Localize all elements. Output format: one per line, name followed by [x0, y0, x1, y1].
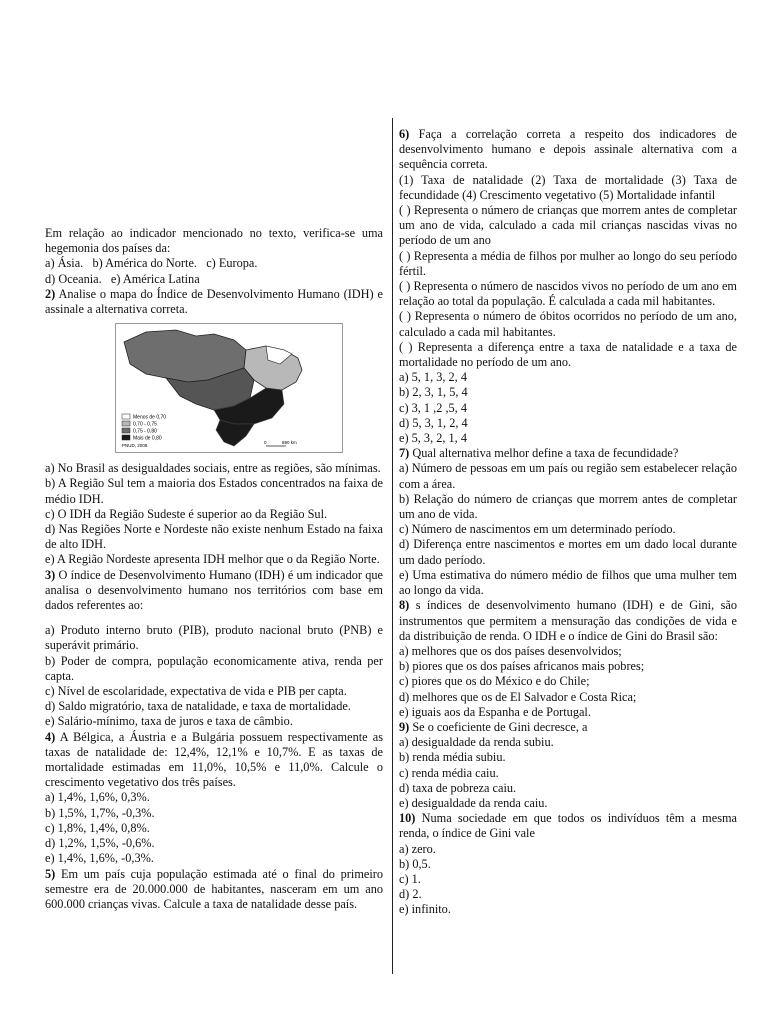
map-legend: [122, 414, 166, 448]
q4-number: 4): [45, 729, 56, 744]
q3-option-b: b) Poder de compra, população economicamente ativa, renda per capta.: [45, 653, 383, 683]
q10-option-d: d) 2.: [399, 887, 422, 902]
q6-option-c: c) 3, 1 ,2 ,5, 4: [399, 400, 467, 415]
right-column: [399, 127, 737, 918]
q3-option-c: c) Nível de escolaridade, expectativa de vida e PIB per capta.: [45, 684, 347, 699]
q2-text: Analise o mapa do Índice de Desenvolvimento Humano (IDH) e assinale a alternativa correta.: [45, 286, 384, 317]
column-divider: [392, 118, 393, 974]
q6-option-d: d) 5, 3, 1, 2, 4: [399, 415, 468, 430]
q4-option-d: d) 1,2%, 1,5%, -0,6%.: [45, 836, 155, 851]
q1-option-d: d) Oceania.: [45, 271, 102, 286]
q6-item-1: ( ) Representa o número de crianças que morrem antes de completar um ano de vida, calculado a cada mil crianças nascidas vivas no período de um ano: [399, 203, 737, 248]
q1-options-row2: [45, 272, 383, 287]
q3-option-e: e) Salário-mínimo, taxa de juros e taxa de câmbio.: [45, 714, 293, 729]
q9-option-b: b) renda média subiu.: [399, 750, 506, 765]
q4-statement: [45, 730, 383, 791]
q6-text: Faça a correlação correta a respeito dos indicadores de desenvolvimento humano e depois assinale alternativa com a sequência correta.: [399, 127, 738, 172]
legend-label-3: 0,75 - 0,80: [133, 428, 157, 435]
q9-option-e: e) desigualdade da renda caiu.: [399, 795, 548, 810]
q9-number: 9): [399, 719, 410, 734]
q1-options-row1: [45, 256, 383, 271]
q1-option-c: c) Europa.: [206, 256, 258, 271]
q9-option-a: a) desigualdade da renda subiu.: [399, 735, 554, 750]
q9-option-d: d) taxa de pobreza caiu.: [399, 780, 517, 795]
q2-option-a: a) No Brasil as desigualdades sociais, entre as regiões, são mínimas.: [45, 461, 381, 476]
legend-label-1: Menos de 0,70: [133, 414, 167, 421]
q7-option-e: e) Uma estimativa do número médio de filhos que uma mulher tem ao longo da vida.: [399, 567, 737, 598]
legend-label-2: 0,70 - 0,75: [133, 421, 157, 428]
q8-text: s índices de desenvolvimento humano (IDH) e de Gini, são instrumentos que permitem a mensuração das condições de vida e da distribuição de renda. O IDH e o índice de Gini do Brasil são:: [399, 598, 737, 643]
q6-option-b: b) 2, 3, 1, 5, 4: [399, 385, 468, 400]
q3-option-a: a) Produto interno bruto (PIB), produto nacional bruto (PNB) e superávit primário.: [45, 623, 383, 653]
scale-label: 890 km: [282, 440, 297, 446]
q9-statement: [399, 720, 737, 735]
q6-statement: [399, 127, 737, 173]
q3-text: O índice de Desenvolvimento Humano (IDH) é um indicador que analisa o desenvolvimento humano nos territórios com base em dados referentes ao:: [45, 567, 384, 613]
q8-option-d: d) melhores que os de El Salvador e Costa Rica;: [399, 689, 637, 704]
q1-intro: Em relação ao indicador mencionado no texto, verifica-se uma hegemonia dos países da:: [45, 226, 383, 256]
q2-option-b: b) A Região Sul tem a maioria dos Estados concentrados na faixa de médio IDH.: [45, 476, 383, 506]
q4-text: A Bélgica, a Áustria e a Bulgária possuem respectivamente as taxas de natalidade de: 12,4%, 12,1% e 10,7%. E as taxas de mortalidade estimadas em 11,0%, 10,5% e 11,0%. Calcule o crescimento vegetativo dos três países.: [45, 729, 383, 790]
q7-option-a: a) Número de pessoas em um país ou região sem estabelecer relação com a área.: [399, 461, 737, 491]
q8-number: 8): [399, 598, 410, 613]
q6-option-a: a) 5, 1, 3, 2, 4: [399, 370, 467, 385]
q9-option-c: c) renda média caiu.: [399, 765, 499, 780]
q5-text: Em um país cuja população estimada até o final do primeiro semestre era de 20.000.000 de habitantes, nasceram em um ano 600.000 crianças vivas. Calcule a taxa de natalidade desse país.: [45, 866, 384, 911]
q2-number: 2): [45, 286, 56, 301]
q3-number: 3): [45, 567, 56, 582]
q2-statement: [45, 287, 383, 317]
q10-option-e: e) infinito.: [399, 902, 451, 917]
spacer: [45, 613, 383, 623]
q6-item-4: ( ) Representa o número de óbitos ocorridos no período de um ano, calculado a cada mil habitantes.: [399, 309, 737, 339]
q7-option-d: d) Diferença entre nascimentos e mortes em um dado local durante um dado período.: [399, 537, 737, 567]
q10-option-b: b) 0,5.: [399, 856, 431, 871]
map-source: PNUD, 2008.: [122, 443, 149, 449]
q6-item-3: ( ) Representa o número de nascidos vivos no período de um ano em relação ao total da população. É calculada a cada mil habitantes.: [399, 279, 737, 309]
q6-number: 6): [399, 127, 410, 141]
q5-statement: [45, 867, 383, 913]
q3-option-d: d) Saldo migratório, taxa de natalidade, e taxa de mortalidade.: [45, 699, 351, 714]
q4-option-e: e) 1,4%, 1,6%, -0,3%.: [45, 851, 154, 866]
map-region-south: [216, 420, 254, 446]
q3-statement: [45, 568, 383, 614]
q8-option-a: a) melhores que os dos países desenvolvidos;: [399, 643, 622, 658]
q2-option-e: e) A Região Nordeste apresenta IDH melhor que o da Região Norte.: [45, 552, 380, 567]
q1-option-a: a) Ásia.: [45, 256, 84, 271]
q10-option-c: c) 1.: [399, 871, 421, 886]
map-scale: [264, 440, 297, 446]
q10-text: Numa sociedade em que todos os indivíduos têm a mesma renda, o índice de Gini vale: [399, 811, 738, 841]
q1-option-b: b) América do Norte.: [92, 256, 197, 271]
q10-statement: [399, 811, 737, 841]
q8-option-b: b) piores que os dos países africanos mais pobres;: [399, 659, 645, 674]
q7-option-b: b) Relação do número de crianças que morrem antes de completar um ano de vida.: [399, 491, 737, 522]
legend-label-4: Mais de 0,80: [133, 435, 162, 442]
q6-item-2: ( ) Representa a média de filhos por mulher ao longo do seu período fértil.: [399, 248, 737, 278]
q5-number: 5): [45, 866, 56, 881]
q4-option-b: b) 1,5%, 1,7%, -0,3%.: [45, 805, 155, 820]
left-column: [45, 226, 383, 912]
q6-list: (1) Taxa de natalidade (2) Taxa de mortalidade (3) Taxa de fecundidade (4) Crescimento vegetativo (5) Mortalidade infantil: [399, 172, 737, 202]
q4-option-c: c) 1,8%, 1,4%, 0,8%.: [45, 820, 150, 835]
q2-option-d: d) Nas Regiões Norte e Nordeste não existe nenhum Estado na faixa de alto IDH.: [45, 522, 383, 552]
q2-option-c: c) O IDH da Região Sudeste é superior ao da Região Sul.: [45, 506, 328, 521]
q10-option-a: a) zero.: [399, 841, 436, 856]
map-graphic: [116, 324, 342, 452]
q8-statement: [399, 598, 737, 644]
scale-zero: 0: [264, 440, 267, 446]
q6-option-e: e) 5, 3, 2, 1, 4: [399, 431, 467, 446]
q1-option-e: e) América Latina: [110, 271, 200, 286]
q10-number: 10): [399, 811, 416, 826]
q4-option-a: a) 1,4%, 1,6%, 0,3%.: [45, 790, 150, 805]
q7-statement: [399, 446, 737, 461]
brazil-idh-map: [115, 323, 343, 453]
q8-option-e: e) iguais aos da Espanha e de Portugal.: [399, 704, 591, 719]
q7-number: 7): [399, 446, 410, 461]
q6-item-5: ( ) Representa a diferença entre a taxa de natalidade e a taxa de mortalidade no período de um ano.: [399, 339, 737, 370]
q8-option-c: c) piores que os do México e do Chile;: [399, 674, 590, 689]
q9-text: Se o coeficiente de Gini decresce, a: [412, 719, 588, 734]
q7-text: Qual alternativa melhor define a taxa de fecundidade?: [412, 446, 679, 461]
q7-option-c: c) Número de nascimentos em um determinado período.: [399, 522, 676, 537]
